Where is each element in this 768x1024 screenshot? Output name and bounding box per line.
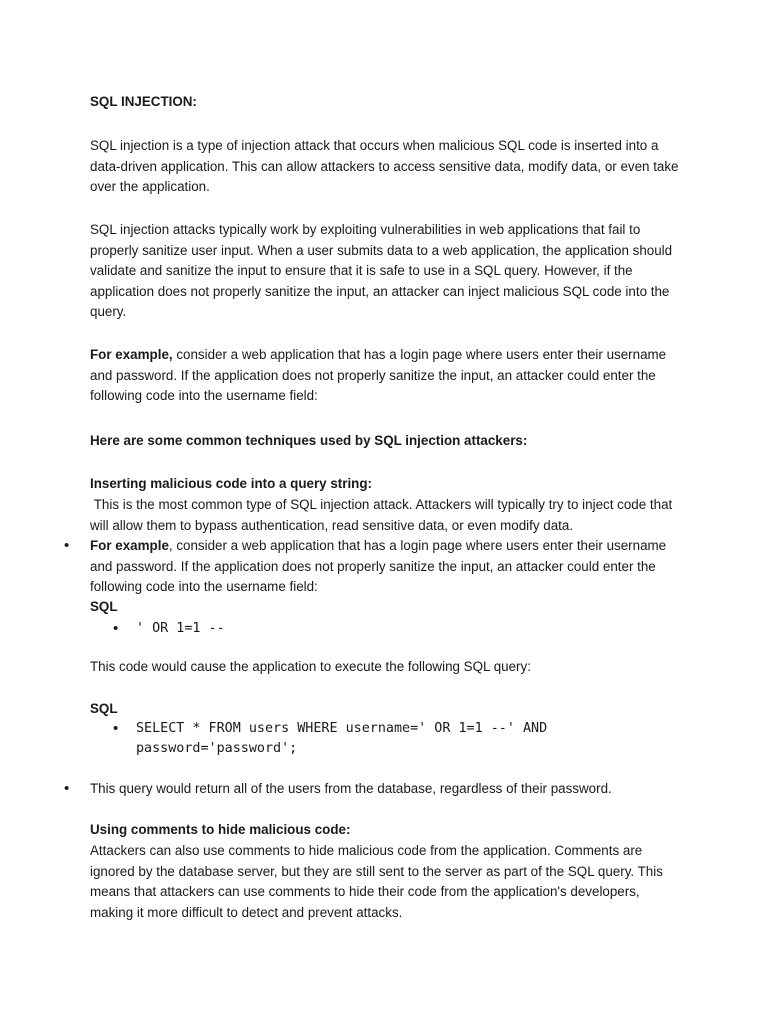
execute-paragraph: This code would cause the application to execute the following SQL query: <box>90 659 531 674</box>
example-paragraph <box>90 345 670 407</box>
bullet-marker: • <box>113 620 119 637</box>
page-heading: SQL INJECTION: <box>90 94 197 109</box>
code-snippet-1: ' OR 1=1 -- <box>136 621 225 636</box>
example-text: consider a web application that has a login page where users enter their username and password. If the application does not properly sanitize the input, an attacker could enter the following code into the username field: <box>90 347 667 404</box>
code-snippet-2-line-1: SELECT * FROM users WHERE username=' OR 1=1 --' AND <box>136 721 548 736</box>
code-snippet-2-line-2: password='password'; <box>136 741 298 756</box>
sql-label: SQL <box>90 599 118 614</box>
techniques-heading: Here are some common techniques used by SQL injection attackers: <box>90 433 528 448</box>
intro-paragraph: SQL injection is a type of injection attack that occurs when malicious SQL code is inserted into a data-driven application. This can allow attackers to access sensitive data, modify data, or even take over the application. <box>90 138 679 195</box>
technique-2-text: Attackers can also use comments to hide malicious code from the application. Comments are ignored by the database server, but they are still sent to the server as part of the SQL query. This means that attackers can use comments to hide their code from the application's developers, making it more difficult to detect and prevent attacks. <box>90 843 663 920</box>
bullet-example-lead: For example <box>90 538 169 553</box>
technique-2-heading: Using comments to hide malicious code: <box>90 822 351 837</box>
bullet-marker: • <box>64 537 70 554</box>
bullet-query-result: This query would return all of the users from the database, regardless of their password. <box>90 781 612 796</box>
technique-1-heading: Inserting malicious code into a query string: <box>90 476 372 491</box>
bullet-marker: • <box>64 780 70 797</box>
bullet-marker: • <box>113 720 119 737</box>
bullet-example-text <box>90 536 670 598</box>
bullet-example-rest: , consider a web application that has a login page where users enter their username and password. If the application does not properly sanitize the input, an attacker could enter the following code into the username field: <box>90 538 667 595</box>
example-lead: For example, <box>90 347 173 362</box>
technique-1-text: This is the most common type of SQL injection attack. Attackers will typically try to inject code that will allow them to bypass authentication, read sensitive data, or even modify data. <box>90 497 676 533</box>
mechanism-paragraph: SQL injection attacks typically work by exploiting vulnerabilities in web applications that fail to properly sanitize user input. When a user submits data to a web application, the application should validate and sanitize the input to ensure that it is safe to use in a SQL query. However, if the application does not properly sanitize the input, an attacker can inject malicious SQL code into the query. <box>90 222 673 320</box>
sql-label: SQL <box>90 701 118 716</box>
